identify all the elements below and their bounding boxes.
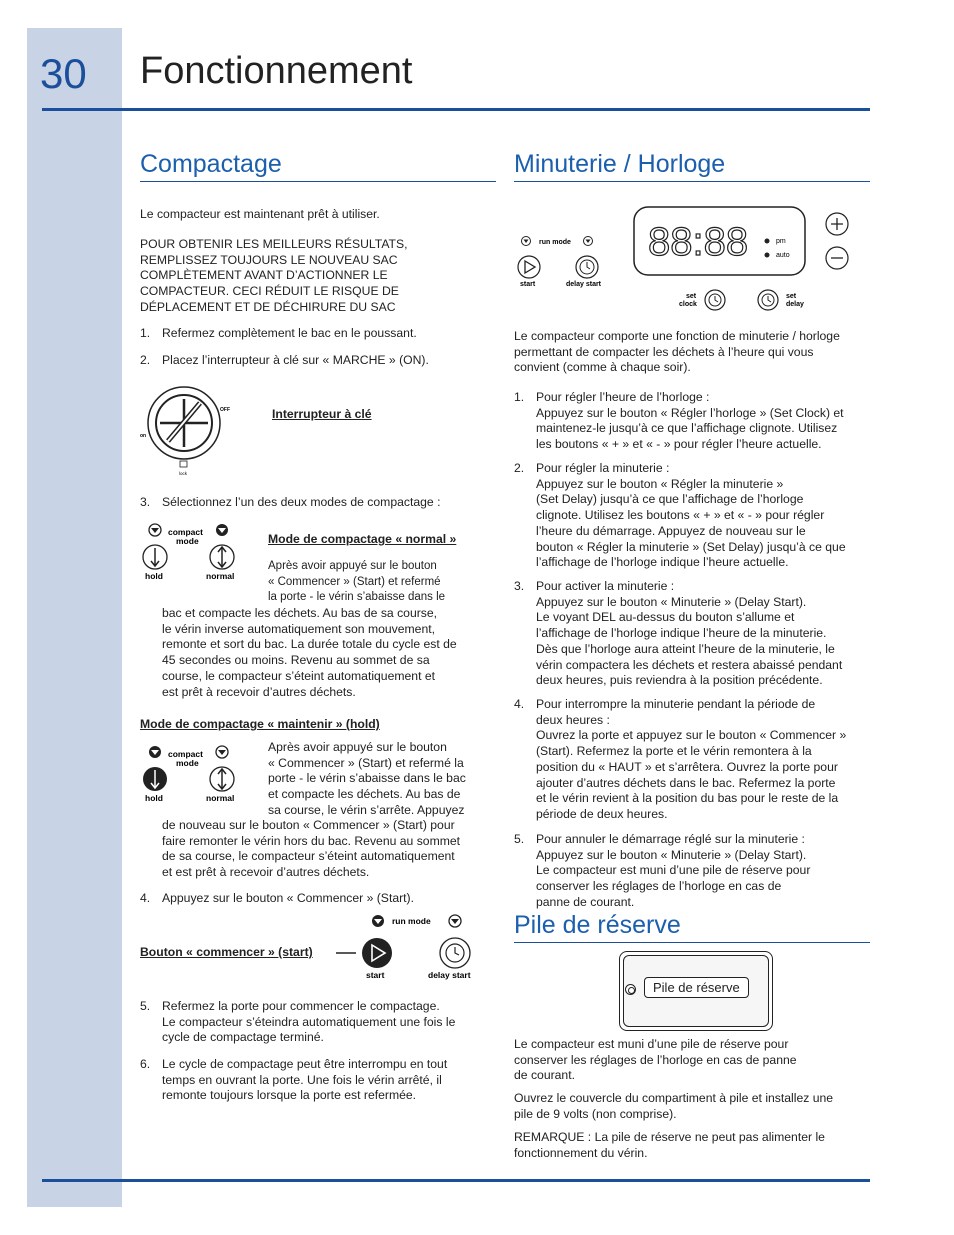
minuterie-intro: Le compacteur comporte une fonction de minuterie / horloge permettant de compacter les déchets à l’heure qui vous convient (comme à chaque soir). [514,329,840,375]
start-button-icon [362,938,392,968]
svg-text:delay start: delay start [566,281,602,288]
start-button-graphic [334,910,494,984]
pile-paragraph-2: Ouvrez le couvercle du compartiment à pile et installez une pile de 9 volts (non comprise). [514,1091,834,1121]
svg-text:compact: compact [168,749,203,759]
key-switch-label: Interrupteur à clé [272,407,372,421]
svg-text:mode: mode [176,536,199,546]
normal-mode-heading: Mode de compactage « normal » [268,532,457,546]
bottom-rule [42,1179,870,1182]
page-title: Fonctionnement [140,50,413,92]
key-off-label: OFF [220,407,230,413]
timer-item-1: Pour régler l’heure de l’horloge : Appuyez sur le bouton « Régler l’horloge » (Set Clock) et maintenez-le jusqu’à ce que l’affichage clignote. Utilisez les boutons « + » et « - » pour régler l’heure actuelle. [536,390,844,452]
step-number: 1. [140,326,151,340]
svg-text:compact: compact [168,527,203,537]
normal-text: bac et compacte les déchets. Au bas de sa course, le vérin inverse automatiquement son mouvement, remonte et sort du bac. La durée totale du cycle est de 45 secondes ou moins. Revenu au sommet de sa course, le compacteur s’éteint automatiquement et est prêt à recevoir d’autres déchets. [162,606,457,699]
step-6: Le cycle de compactage peut être interrompu en tout temps en ouvrant la porte. Une fois le vérin arrêté, il remonte toujours lorsque la porte est refermée. [162,1057,448,1103]
start-button-label: Bouton « commencer » (start) [140,945,313,959]
pile-paragraph-1: Le compacteur est muni d’une pile de réserve pour conserver les réglages de l’horloge en cas de panne de courant. [514,1037,797,1083]
timer-item-4: Pour interrompre la minuterie pendant la période de deux heures : Ouvrez la porte et appuyez sur le bouton « Commencer » (Start). Refermez la porte et le vérin remontera à la position du « HAUT » et s’arrêtera. Ouvrez la porte pour ajouter d’autres déchets dans le bac. Refermez la porte et le vérin revient à la position du bas pour le reste de la période de deux heures. [536,697,847,821]
page-number: 30 [40,50,87,97]
timer-item-5: Pour annuler le démarrage réglé sur la minuterie : Appuyez sur le bouton « Minuterie » (Delay Start). Le compacteur est muni d’une pile de réserve pour conserver les réglages de l’horloge en cas de panne de courant. [536,832,811,909]
svg-text:set: set [686,293,697,300]
heading-compactage: Compactage [140,150,496,182]
svg-text:normal: normal [206,571,235,581]
key-on-label: on [140,433,147,439]
svg-text:normal: normal [206,793,235,803]
sidebar-band [27,28,122,1207]
hold-text: de nouveau sur le bouton « Commencer » (Start) pour faire remonter le vérin hors du bac. Revenu au sommet de sa course, le compacteur s’éteint automatiquement et est prêt à recevoir d’autres déchets. [162,818,461,880]
svg-text:auto: auto [776,252,790,259]
heading-minuterie: Minuterie / Horloge [514,150,870,182]
svg-text:set: set [786,293,797,300]
top-rule [42,108,870,111]
clock-digits: 88:88 [648,220,749,264]
step-1: Refermez complètement le bac en le poussant. [162,326,417,340]
step-number: 2. [140,353,151,367]
heading-pile: Pile de réserve [514,911,870,943]
step-5: Refermez la porte pour commencer le compactage. Le compacteur s’éteindra automatiquement une fois le cycle de compactage terminé. [162,999,456,1045]
normal-mode-graphic [140,522,245,582]
step-4: Appuyez sur le bouton « Commencer » (Start). [162,891,414,905]
key-lock-label: lock [179,471,188,476]
intro-text: Le compacteur est maintenant prêt à utiliser. [140,207,380,221]
key-switch-graphic [138,383,230,479]
step-number: 6. [140,1057,151,1071]
item-number: 4. [514,697,525,711]
svg-text:mode: mode [176,758,199,768]
timer-panel-graphic [514,203,870,315]
item-number: 1. [514,390,525,404]
hold-text-right: Après avoir appuyé sur le bouton « Commencer » (Start) et refermé la porte - le vérin s’abaisse dans le bac et compacte les déchets. Au bas de sa course, le vérin s’arrête. Appuyez [268,740,466,817]
svg-text:delay start: delay start [428,970,471,980]
item-number: 3. [514,579,525,593]
step-number: 4. [140,891,151,905]
hold-mode-heading: Mode de compactage « maintenir » (hold) [140,717,380,731]
step-number: 5. [140,999,151,1013]
step-3: Sélectionnez l’un des deux modes de compactage : [162,495,441,509]
timer-item-2: Pour régler la minuterie : Appuyez sur le bouton « Régler la minuterie » (Set Delay) jusqu’à ce que l’affichage de l’horloge clignote. Utilisez les boutons « + » et « - » pour régler l’heure du démarrage. Appuyez de nouveau sur le bouton « Régler la minuterie » (Set Delay) jusqu’à ce que l’affichage de l’horloge indique l’heure actuelle. [536,461,846,570]
svg-text:pm: pm [776,238,786,245]
step-number: 3. [140,495,151,509]
timer-item-3: Pour activer la minuterie : Appuyez sur le bouton « Minuterie » (Delay Start). Le voyant DEL au-dessus du bouton s’allume et l’affichage de l’horloge indique l’heure de la minuterie. Dès que l’horloge aura atteint l’heure de la minuterie, le vérin compactera les déchets et restera abaissé pendant deux heures, puis reviendra à la position précédente. [536,579,843,688]
item-number: 2. [514,461,525,475]
svg-text:clock: clock [679,301,697,308]
pile-paragraph-3: REMARQUE : La pile de réserve ne peut pas alimenter le fonctionnement du vérin. [514,1130,825,1160]
step-2: Placez l’interrupteur à clé sur « MARCHE » (ON). [162,353,429,367]
svg-text:run mode: run mode [392,916,431,926]
start-button-icon [518,256,540,278]
svg-text:hold: hold [145,793,163,803]
svg-text:run mode: run mode [539,239,571,246]
normal-text-right: Après avoir appuyé sur le bouton « Commencer » (Start) et refermé la porte - le vérin s’abaisse dans le [268,560,446,604]
battery-panel [619,951,773,1031]
svg-text:start: start [366,970,385,980]
item-number: 5. [514,832,525,846]
hold-mode-graphic [140,744,245,804]
svg-text:delay: delay [786,301,804,308]
caps-notice: POUR OBTENIR LES MEILLEURS RÉSULTATS, REMPLISSEZ TOUJOURS LE NOUVEAU SAC COMPLÈTEMENT AVANT D’ACTIONNER LE COMPACTEUR. CECI RÉDUIT LE RISQUE DE DÉPLACEMENT ET DE DÉCHIRURE DU SAC [140,237,408,314]
svg-text:start: start [520,281,536,288]
svg-text:hold: hold [145,571,163,581]
lock-icon [180,461,187,467]
battery-label: Pile de réserve [644,977,749,998]
battery-screw-icon [625,984,636,995]
